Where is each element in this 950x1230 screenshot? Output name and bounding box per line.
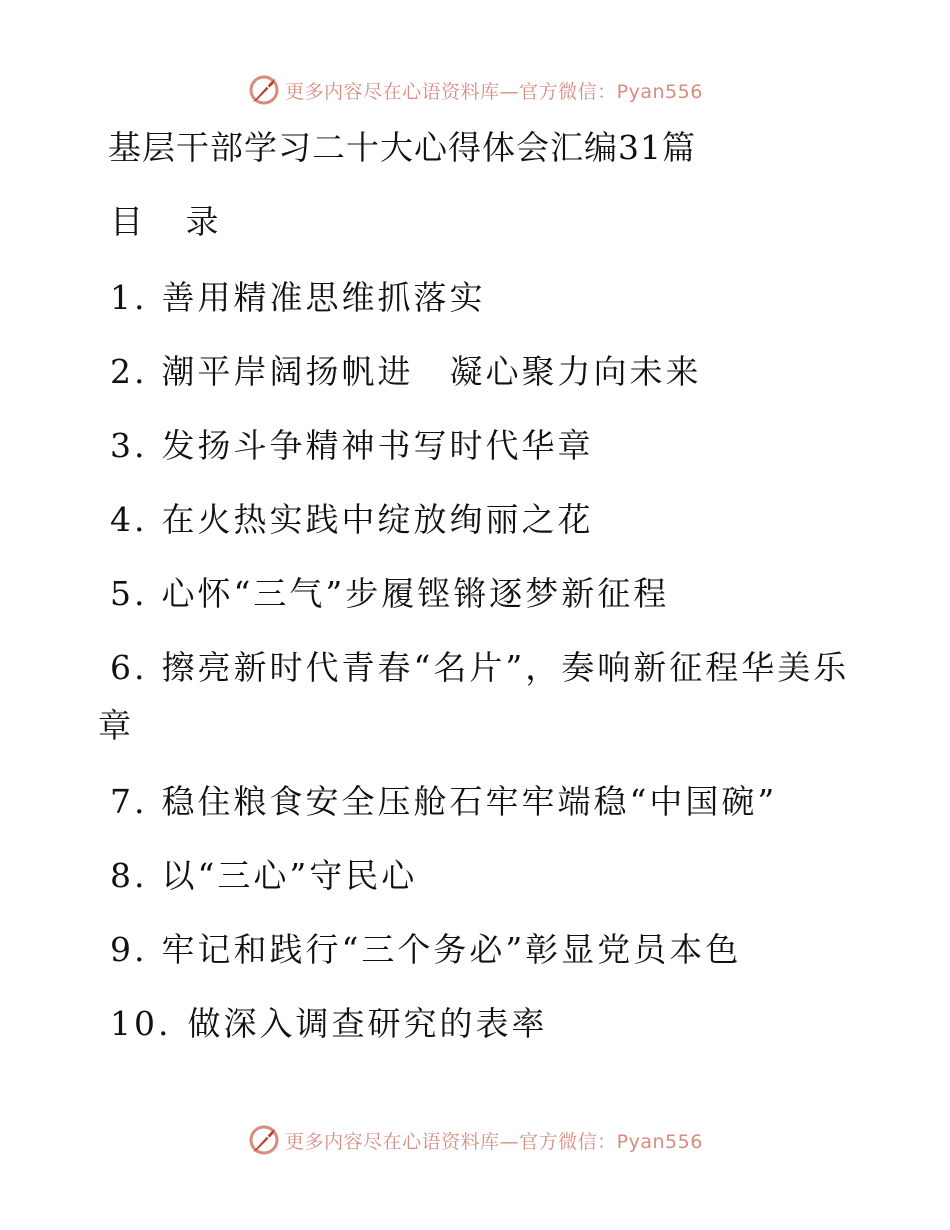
footer-watermark xyxy=(0,1120,950,1160)
toc-item-title: 发扬斗争精神书写时代华章 xyxy=(161,426,594,465)
toc-item-number: 4. xyxy=(110,500,148,539)
watermark-text: 更多内容尽在心语资料库—官方微信：Pyan556 xyxy=(285,1130,703,1153)
toc-item xyxy=(110,346,702,393)
toc-item-number: 2. xyxy=(110,352,148,391)
toc-item-number: 8. xyxy=(110,856,148,895)
toc-item-title: 潮平岸阔扬帆进 凝心聚力向未来 xyxy=(161,352,702,391)
toc-item-number: 6. xyxy=(110,648,148,687)
toc-item-number: 3. xyxy=(110,426,148,465)
quill-pen-circle-icon xyxy=(247,1123,281,1157)
document-title: 基层干部学习二十大心得体会汇编31篇 xyxy=(108,128,696,167)
toc-item-continuation xyxy=(98,700,134,747)
toc-item-number: 9. xyxy=(110,930,148,969)
toc-item-title: 心怀“三气”步履铿锵逐梦新征程 xyxy=(161,574,670,613)
toc-item-title: 稳住粮食安全压舱石牢牢端稳“中国碗” xyxy=(161,782,778,821)
toc-item xyxy=(110,850,417,897)
toc-item xyxy=(110,642,849,689)
toc-item-title: 做深入调查研究的表率 xyxy=(187,1004,548,1043)
toc-item-title: 擦亮新时代青春“名片”，奏响新征程华美乐 xyxy=(161,648,850,687)
watermark-text: 更多内容尽在心语资料库—官方微信：Pyan556 xyxy=(285,80,703,103)
toc-heading: 目 录 xyxy=(110,202,235,241)
toc-item xyxy=(110,924,741,971)
toc-item-number: 7. xyxy=(110,782,148,821)
toc-item xyxy=(110,776,777,823)
toc-item-title: 在火热实践中绽放绚丽之花 xyxy=(161,500,594,539)
toc-item xyxy=(110,568,669,615)
toc-item-title: 牢记和践行“三个务必”彰显党员本色 xyxy=(161,930,742,969)
toc-item xyxy=(110,998,547,1045)
toc-item-number: 10. xyxy=(110,1004,172,1043)
toc-item xyxy=(110,420,594,467)
toc-item xyxy=(110,272,486,319)
toc-item-title: 以“三心”守民心 xyxy=(161,856,418,895)
toc-item-number: 1. xyxy=(110,278,148,317)
toc-item xyxy=(110,494,594,541)
toc-item-title-wrap: 章 xyxy=(98,706,134,745)
toc-item-number: 5. xyxy=(110,574,148,613)
toc-item-title: 善用精准思维抓落实 xyxy=(161,278,486,317)
